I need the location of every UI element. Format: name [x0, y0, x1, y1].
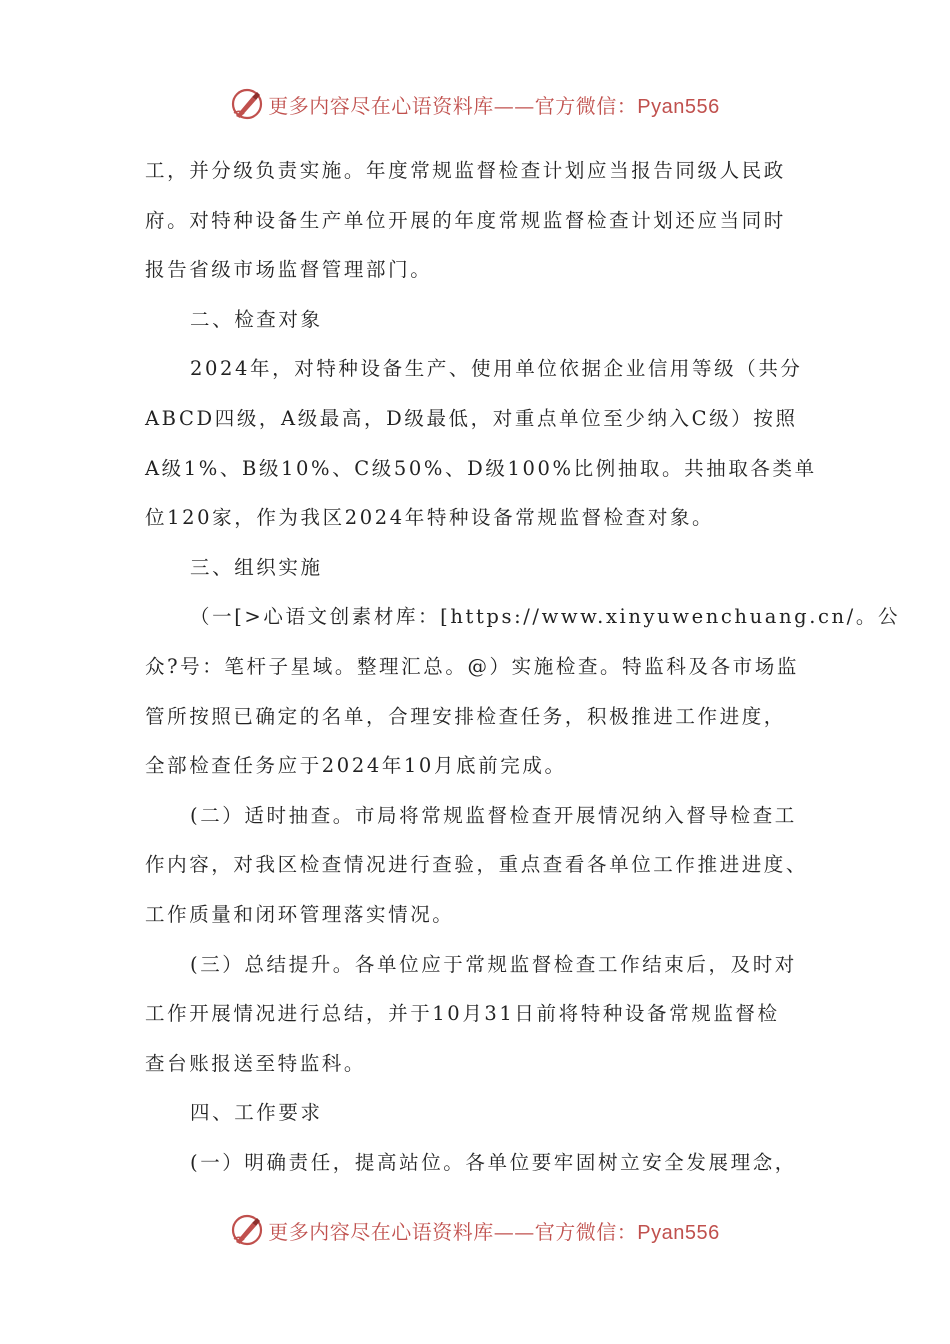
section-heading: 四、工作要求 [190, 1101, 323, 1125]
banner-text: 更多内容尽在心语资料库——官方微信：Pyan556 [268, 93, 720, 118]
body-line: 工，并分级负责实施。年度常规监督检查计划应当报告同级人民政 [145, 159, 786, 182]
section-heading: 二、检查对象 [190, 307, 323, 331]
body-line: (一）明确责任，提高站位。各单位要牢固树立安全发展理念， [190, 1150, 797, 1174]
body-line: 管所按照已确定的名单，合理安排检查任务，积极推进工作进度， [145, 704, 786, 728]
body-line: 工作开展情况进行总结，并于10月31日前将特种设备常规监督检 [145, 1002, 780, 1026]
body-line: 全部检查任务应于2024年10月底前完成。 [145, 754, 567, 778]
body-line: （一[>心语文创素材库：[https://www.xinyuwenchuang.cn/。公 [190, 605, 901, 629]
body-line: (二）适时抽查。市局将常规监督检查开展情况纳入督导检查工 [190, 803, 797, 827]
pen-logo-icon [230, 87, 264, 121]
body-line: ABCD四级，A级最高，D级最低，对重点单位至少纳入C级）按照 [145, 406, 798, 430]
pen-logo-icon [230, 1213, 264, 1247]
body-line: 府。对特种设备生产单位开展的年度常规监督检查计划还应当同时 [145, 208, 786, 232]
body-line: 报告省级市场监督管理部门。 [145, 258, 433, 282]
body-line: (三）总结提升。各单位应于常规监督检查工作结束后，及时对 [190, 952, 797, 976]
body-line: 位120家，作为我区2024年特种设备常规监督检查对象。 [145, 506, 715, 530]
body-line: 作内容，对我区检查情况进行查验，重点查看各单位工作推进进度、 [145, 853, 809, 877]
body-line: A级1%、B级10%、C级50%、D级100%比例抽取。共抽取各类单 [145, 456, 817, 480]
footer-watermark-banner [0, 1210, 950, 1250]
body-line: 查台账报送至特监科。 [145, 1051, 367, 1075]
header-watermark-banner [0, 84, 950, 124]
body-line: 2024年，对特种设备生产、使用单位依据企业信用等级（共分 [190, 357, 803, 381]
body-line: 工作质量和闭环管理落实情况。 [145, 902, 455, 926]
section-heading: 三、组织实施 [190, 555, 323, 579]
banner-text: 更多内容尽在心语资料库——官方微信：Pyan556 [268, 1219, 720, 1244]
body-line: 众?号：笔杆子星域。整理汇总。@）实施检查。特监科及各市场监 [145, 654, 799, 678]
document-body [145, 146, 901, 1187]
